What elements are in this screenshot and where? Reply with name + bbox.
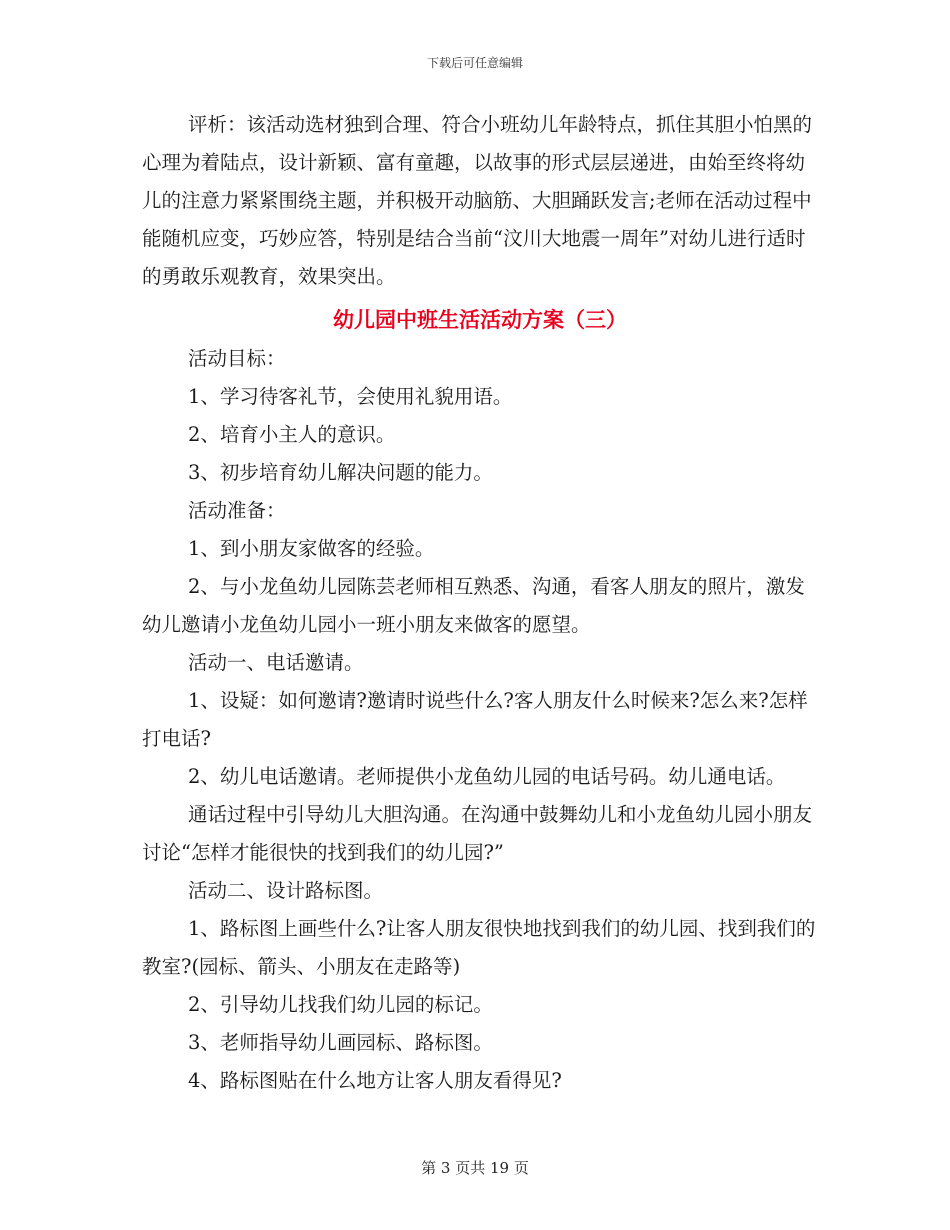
paragraph: 3、初步培育幼儿解决问题的能力。 xyxy=(188,461,493,484)
paragraph: 1、学习待客礼节，会使用礼貌用语。 xyxy=(188,385,513,408)
paragraph: 4、路标图贴在什么地方让客人朋友看得见? xyxy=(188,1069,562,1092)
paragraph: 2、与小龙鱼幼儿园陈芸老师相互熟悉、沟通，看客人朋友的照片，激发幼儿邀请小龙鱼幼儿园小一班小朋友来做客的愿望。 xyxy=(142,575,805,636)
paragraph: 1、路标图上画些什么?让客人朋友很快地找到我们的幼儿园、找到我们的教室?(园标、箭头、小朋友在走路等) xyxy=(142,917,816,978)
paragraph: 活动一、电话邀请。 xyxy=(188,651,364,674)
paragraph: 2、幼儿电话邀请。老师提供小龙鱼幼儿园的电话号码。幼儿通电话。 xyxy=(188,765,786,788)
document-body xyxy=(142,106,818,1100)
paragraph: 活动二、设计路标图。 xyxy=(188,879,384,902)
paragraph: 3、老师指导幼儿画园标、路标图。 xyxy=(188,1031,493,1054)
section-title: 幼儿园中班生活活动方案（三） xyxy=(333,308,627,332)
paragraph: 2、培育小主人的意识。 xyxy=(188,423,396,446)
paragraph: 活动准备： xyxy=(188,499,286,522)
paragraph: 通话过程中引导幼儿大胆沟通。在沟通中鼓舞幼儿和小龙鱼幼儿园小朋友讨论“怎样才能很快的找到我们的幼儿园?” xyxy=(142,803,813,864)
page-footer: 第 3 页共 19 页 xyxy=(421,1159,529,1177)
paragraph: 1、设疑：如何邀请?邀请时说些什么?客人朋友什么时候来?怎么来?怎样打电话? xyxy=(142,689,808,750)
paragraph: 活动目标： xyxy=(188,347,286,370)
paragraph: 1、到小朋友家做客的经验。 xyxy=(188,537,435,560)
paragraph: 2、引导幼儿找我们幼儿园的标记。 xyxy=(188,993,493,1016)
page-header: 下载后可任意编辑 xyxy=(426,56,523,70)
paragraph-evaluation: 评析：该活动选材独到合理、符合小班幼儿年龄特点，抓住其胆小怕黑的心理为着陆点，设计新颖、富有童趣，以故事的形式层层递进，由始至终将幼儿的注意力紧紧围绕主题，并积极开动脑筋、大胆踊跃发言;老师在活动过程中能随机应变，巧妙应答，特别是结合当前“汶川大地震一周年”对幼儿进行适时的勇敢乐观教育，效果突出。 xyxy=(142,113,813,288)
